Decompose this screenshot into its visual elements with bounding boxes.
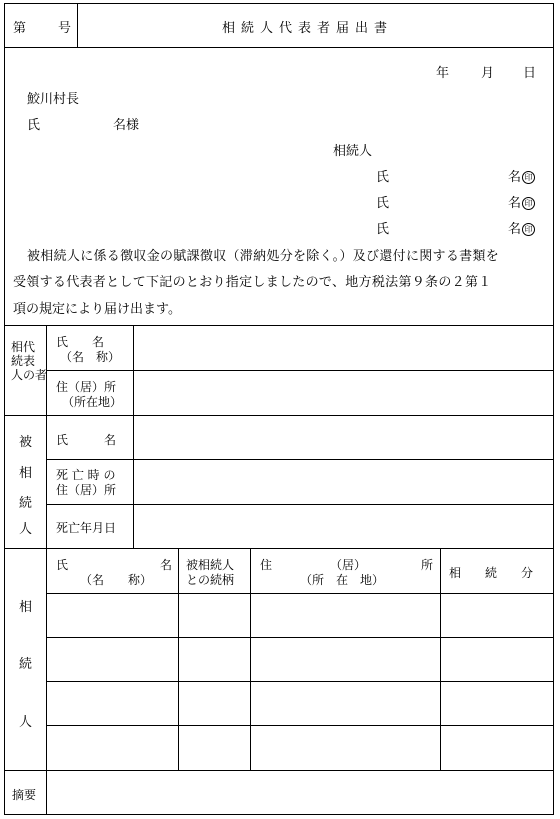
deceased-row-line	[46, 504, 554, 505]
section-line	[4, 770, 554, 771]
deceased-side-char: 続	[19, 496, 33, 511]
date-month: 月	[481, 66, 495, 81]
number-suffix: 号	[58, 21, 72, 36]
heir-mei: 名 印	[508, 218, 535, 237]
rep-row-line	[46, 370, 554, 371]
deceased-address-label: 死 亡 時 の	[56, 468, 116, 482]
heirs-label: 相続人	[333, 144, 373, 159]
date-day: 日	[523, 66, 537, 81]
rep-address-label: 住（居）所	[56, 380, 117, 394]
heirs-col-share-label: 相 続 分	[449, 566, 534, 580]
heir-shi: 氏	[376, 170, 390, 185]
heirs-col-name-sub-label: （名 称）	[80, 573, 153, 587]
heirs-col-divider	[250, 548, 251, 770]
heirs-side-char: 人	[19, 715, 33, 730]
addressee-village: 鮫川村長	[27, 92, 80, 107]
summary-label: 摘要	[12, 788, 37, 802]
heir-mei: 名 印	[508, 166, 535, 185]
heir-shi: 氏	[376, 222, 390, 237]
deceased-side-char: 被	[19, 435, 33, 450]
heirs-row-line	[46, 725, 554, 726]
heirs-col-address-mid-label: （居）	[330, 558, 367, 572]
heirs-col-address-right-label: 所	[421, 558, 434, 572]
heir-shi: 氏	[376, 196, 390, 211]
deceased-label-divider	[133, 415, 134, 548]
section-line	[4, 548, 554, 549]
header-bottom-line	[4, 47, 554, 48]
rep-name-sub-label: （名 称）	[60, 350, 121, 364]
summary-divider	[46, 770, 47, 815]
deceased-address-sub-label: 住（居）所	[56, 483, 117, 497]
heirs-col-address-label: 住	[260, 558, 273, 572]
addressee-sama: 名様	[113, 118, 140, 133]
heir-mei: 名 印	[508, 192, 535, 211]
header-divider	[77, 3, 78, 47]
body-text-line-2: 受領する代表者として下記のとおり指定しましたので、地方税法第９条の２第１	[13, 275, 492, 290]
heirs-col-divider	[178, 548, 179, 770]
deceased-side-char: 相	[19, 466, 33, 481]
heirs-col-name-label-right: 名	[160, 558, 173, 572]
rep-side-label: 相代 続表 人の者	[11, 340, 48, 382]
date-year: 年	[436, 66, 450, 81]
section-line	[4, 415, 554, 416]
number-prefix: 第	[13, 21, 27, 36]
heirs-row-line	[46, 681, 554, 682]
heirs-col-relation-sub-label: との続柄	[186, 573, 235, 587]
deceased-row-line	[46, 459, 554, 460]
body-text-line-3: 項の規定により届け出ます。	[13, 302, 181, 317]
heirs-side-char: 相	[19, 600, 33, 615]
seal-icon: 印	[522, 223, 535, 236]
rep-address-sub-label: （所在地）	[62, 395, 123, 409]
deceased-side-divider	[46, 415, 47, 548]
addressee-name-label: 氏	[27, 118, 41, 133]
form-title: 相続人代表者届出書	[222, 21, 394, 36]
section-line	[4, 325, 554, 326]
heirs-row-line	[46, 593, 554, 594]
heirs-col-divider	[440, 548, 441, 770]
heirs-row-line	[46, 637, 554, 638]
heirs-col-address-sub-label: （所 在 地）	[300, 573, 385, 587]
body-text-line-1: 被相続人に係る徴収金の賦課徴収（滞納処分を除く。）及び還付に関する書類を	[27, 249, 500, 264]
heirs-col-relation-label: 被相続人	[186, 558, 235, 572]
heirs-side-divider	[46, 548, 47, 770]
deceased-death-date-label: 死亡年月日	[56, 521, 117, 535]
deceased-name-label: 氏 名	[56, 433, 117, 447]
heirs-side-char: 続	[19, 657, 33, 672]
seal-icon: 印	[522, 197, 535, 210]
seal-icon: 印	[522, 171, 535, 184]
deceased-side-char: 人	[19, 522, 33, 537]
rep-name-label: 氏 名	[56, 335, 105, 349]
heirs-col-name-label: 氏	[56, 558, 69, 572]
